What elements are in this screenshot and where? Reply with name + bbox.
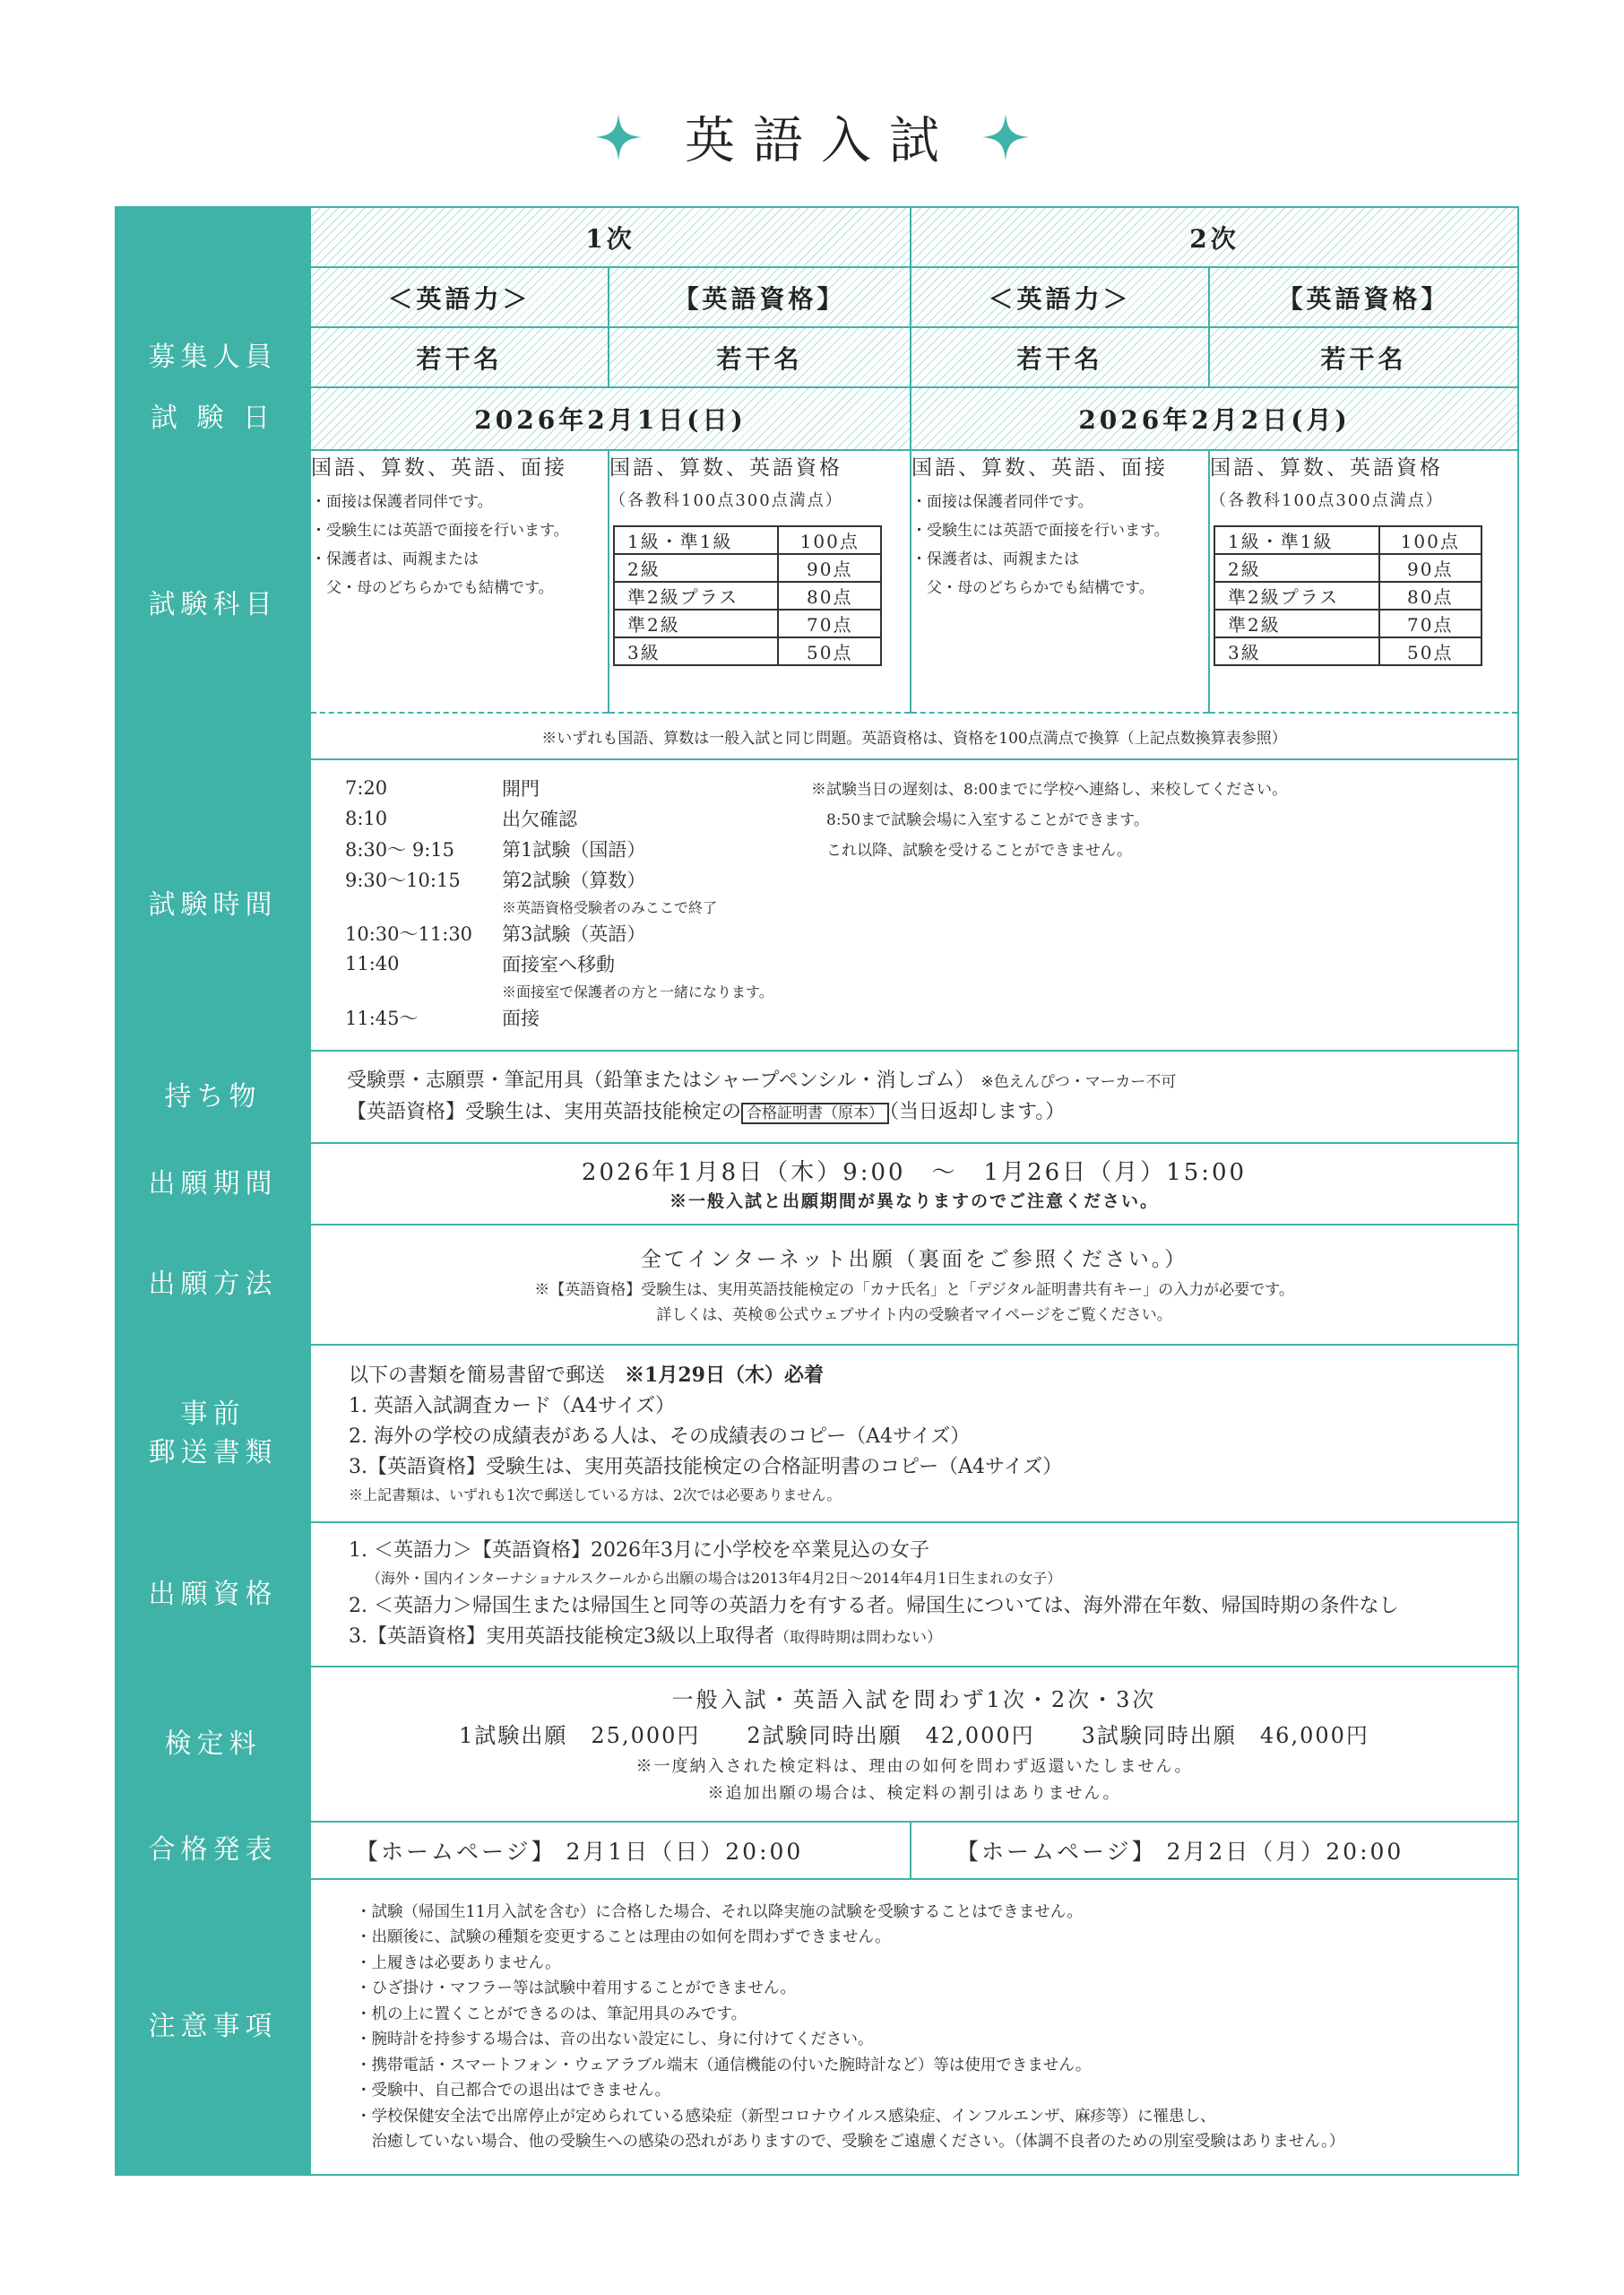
- schedule-time: 8:30～ 9:15: [345, 839, 454, 861]
- points-cell: 80点: [1379, 582, 1482, 610]
- period-note: ※一般入試と出願期間が異なりますのでご注意ください。: [669, 1191, 1160, 1211]
- sparkle-icon: [595, 114, 642, 160]
- belongings-line: [347, 1066, 1481, 1097]
- subject-note: 父・母のどちらかでも結構です。: [911, 579, 1154, 597]
- caution-item: 治癒していない場合、他の受験生への感染の恐れがありますので、受験をご遠慮ください。（体調不良者のための別室受験はありません。）: [356, 2133, 1345, 2151]
- subjects-english-r1: [310, 450, 609, 713]
- qualification-item: 3.【英語資格】実用英語技能検定3級以上取得者: [349, 1625, 774, 1648]
- schedule-row: [345, 918, 811, 948]
- schedule-row: [345, 948, 811, 979]
- method-label: 出願方法: [116, 1225, 310, 1345]
- score-row: [614, 554, 881, 582]
- belongings-note: ※色えんぴつ・マーカー不可: [980, 1072, 1177, 1091]
- schedule-note: ※英語資格受験者のみここで終了: [502, 898, 718, 916]
- subject-note: ・受験生には英語で面接を行います。: [911, 522, 1170, 540]
- belongings-cert-text: 【英語資格】受験生は、実用英語技能検定の: [347, 1100, 742, 1123]
- score-row: [614, 526, 881, 554]
- grade-cell: 1級・準1級: [614, 526, 778, 554]
- grade-cell: 準2級: [614, 610, 778, 637]
- documents-label-line: 郵送書類: [148, 1437, 278, 1468]
- method-cell: [310, 1225, 1518, 1345]
- period-label: 出願期間: [116, 1143, 310, 1225]
- schedule-time: 10:30～11:30: [345, 923, 473, 945]
- grade-cell: 2級: [614, 554, 778, 582]
- points-cell: 80点: [778, 582, 881, 610]
- subjects-cert-r2: [1209, 450, 1518, 713]
- grade-cell: 準2級プラス: [614, 582, 778, 610]
- qualification-item: 1. ＜英語力＞【英語資格】2026年3月に小学校を卒業見込の女子: [349, 1539, 929, 1562]
- subjects-head: 国語、算数、英語資格: [1210, 456, 1444, 480]
- category-english-r1: ＜英語力＞: [310, 267, 609, 327]
- documents-intro-line: [349, 1360, 1481, 1391]
- side-note: ※試験当日の遅刻は、8:00までに学校へ連絡し、来校してください。: [811, 781, 1288, 799]
- subjects-sub: （各教科100点300点満点）: [609, 491, 843, 510]
- points-cell: 50点: [1379, 637, 1482, 665]
- category-cert-r1: 【英語資格】: [609, 267, 911, 327]
- belongings-return-text: （当日返却します。）: [889, 1100, 1066, 1123]
- schedule-event: 第3試験（英語）: [502, 923, 646, 945]
- points-cell: 70点: [778, 610, 881, 637]
- subjects-footnote: ※いずれも国語、算数は一般入試と同じ問題。英語資格は、資格を100点満点で換算（上記点数換算表参照）: [310, 713, 1518, 759]
- caution-item: ・上履きは必要ありません。: [356, 1953, 561, 1972]
- subject-note: ・面接は保護者同伴です。: [911, 493, 1093, 511]
- grade-cell: 準2級: [1214, 610, 1378, 637]
- grade-cell: 準2級プラス: [1214, 582, 1378, 610]
- period-main: 2026年1月8日（木）9:00 ～ 1月26日（月）15:00: [581, 1158, 1248, 1186]
- score-row: [1214, 610, 1481, 637]
- points-cell: 90点: [1379, 554, 1482, 582]
- caution-item: ・携帯電話・スマートフォン・ウェアラブル端末（通信機能の付いた腕時計など）等は使用できません。: [356, 2056, 1092, 2074]
- recruit-value: 若干名: [609, 327, 911, 387]
- period-cell: [310, 1143, 1518, 1225]
- schedule-row: [345, 803, 811, 834]
- documents-label: [116, 1345, 310, 1522]
- grade-cell: 1級・準1級: [1214, 526, 1378, 554]
- category-english-r2: ＜英語力＞: [911, 267, 1209, 327]
- schedule-event: 開門: [502, 778, 540, 800]
- qualification-cell: [310, 1522, 1518, 1667]
- caution-item: ・学校保健安全法で出席停止が定められている感染症（新型コロナウイルス感染症、インフルエンザ、麻疹等）に罹患し、: [356, 2107, 1216, 2126]
- caution-item: ・ひざ掛け・マフラー等は試験中着用することができません。: [356, 1979, 797, 1997]
- qualification-item: 2. ＜英語力＞帰国生または帰国生と同等の英語力を有する者。帰国生については、海外滞在年数、帰国時期の条件なし: [349, 1595, 1399, 1617]
- side-note: 8:50まで試験会場に入室することができます。: [811, 811, 1149, 829]
- caution-item: ・試験（帰国生11月入試を含む）に合格した場合、それ以降実施の試験を受験することはできません。: [356, 1902, 1083, 1921]
- schedule-note-row: [345, 979, 811, 1002]
- schedule-time: 8:10: [345, 808, 388, 829]
- score-row: [1214, 554, 1481, 582]
- recruit-value: 若干名: [310, 327, 609, 387]
- announce-label: 合格発表: [116, 1822, 310, 1879]
- score-row: [614, 610, 881, 637]
- schedule-time: 9:30～10:15: [345, 870, 461, 891]
- cautions-cell: [310, 1879, 1518, 2175]
- points-cell: 90点: [778, 554, 881, 582]
- belongings-line: [347, 1097, 1481, 1129]
- caution-item: ・机の上に置くことができるのは、筆記用具のみです。: [356, 2005, 747, 2023]
- schedule-list: [345, 773, 811, 1033]
- subject-note: ・受験生には英語で面接を行います。: [311, 522, 569, 540]
- score-row: [1214, 637, 1481, 665]
- score-row: [614, 637, 881, 665]
- qualification-label: 出願資格: [116, 1522, 310, 1667]
- points-cell: 50点: [778, 637, 881, 665]
- round2-header: 2次: [911, 207, 1518, 267]
- exam-date-round1: 2026年2月1日(日): [310, 387, 911, 450]
- qualification-note: （海外・国内インターナショナルスクールから出願の場合は2013年4月2日～2014年4月1日生まれの女子）: [367, 1570, 1062, 1587]
- subjects-head: 国語、算数、英語、面接: [311, 456, 567, 480]
- subject-note: ・保護者は、両親または: [311, 550, 479, 568]
- exam-info-table: [115, 206, 1519, 2176]
- belongings-items: 受験票・志願票・筆記用具（鉛筆またはシャープペンシル・消しゴム）: [347, 1069, 975, 1092]
- method-note: 詳しくは、英検®公式ウェブサイト内の受験者マイページをご覧ください。: [656, 1306, 1172, 1324]
- schedule-event: 第2試験（算数）: [502, 870, 646, 891]
- side-note: これ以降、試験を受けることができません。: [811, 842, 1133, 860]
- subjects-english-r2: [911, 450, 1209, 713]
- documents-deadline: ※1月29日（木）必着: [625, 1363, 824, 1387]
- page-title-area: [0, 97, 1624, 178]
- score-row: [1214, 526, 1481, 554]
- round1-header: 1次: [310, 207, 911, 267]
- subjects-head: 国語、算数、英語資格: [609, 456, 842, 480]
- schedule-row: [345, 773, 811, 803]
- schedule-note: ※面接室で保護者の方と一緒になります。: [502, 983, 773, 1000]
- fee-label: 検定料: [116, 1667, 310, 1822]
- belongings-label: 持ち物: [116, 1051, 310, 1143]
- subject-note: ・面接は保護者同伴です。: [311, 493, 493, 511]
- belongings-cell: [310, 1051, 1518, 1143]
- fee-scope: 一般入試・英語入試を問わず1次・2次・3次: [671, 1686, 1157, 1712]
- schedule-time: 11:45～: [345, 1008, 419, 1029]
- page-title: 英語入試: [685, 112, 957, 170]
- score-conversion-table: [613, 525, 882, 666]
- subjects-sub: （各教科100点300点満点）: [1210, 491, 1444, 510]
- recruit-label: 募集人員: [116, 327, 310, 387]
- category-cert-r2: 【英語資格】: [1209, 267, 1518, 327]
- schedule-side-notes: [811, 773, 1287, 1033]
- document-item: 2. 海外の学校の成績表がある人は、その成績表のコピー（A4サイズ）: [349, 1425, 971, 1448]
- grade-cell: 3級: [1214, 637, 1378, 665]
- schedule-row: [345, 1002, 811, 1033]
- subject-note: 父・母のどちらかでも結構です。: [311, 579, 554, 597]
- schedule-time: 11:40: [345, 953, 400, 974]
- schedule-row: [345, 834, 811, 864]
- points-cell: 100点: [778, 526, 881, 554]
- announce-round2: 【ホームページ】 2月2日（月）20:00: [911, 1822, 1518, 1879]
- certificate-box: 合格証明書（原本）: [741, 1103, 889, 1124]
- document-item: 3.【英語資格】受験生は、実用英語技能検定の合格証明書のコピー（A4サイズ）: [349, 1455, 1063, 1478]
- schedule-row: [345, 864, 811, 895]
- method-note: ※【英語資格】受験生は、実用英語技能検定の「カナ氏名」と「デジタル証明書共有キー」の入力が必要です。: [534, 1281, 1294, 1299]
- subject-note: ・保護者は、両親または: [911, 550, 1080, 568]
- score-row: [614, 582, 881, 610]
- documents-note: ※上記書類は、いずれも1次で郵送している方は、2次では必要ありません。: [349, 1485, 842, 1503]
- exam-date-round2: 2026年2月2日(月): [911, 387, 1518, 450]
- subjects-label: 試験科目: [116, 450, 310, 759]
- qualification-note: （取得時期は問わない）: [774, 1629, 942, 1647]
- grade-cell: 2級: [1214, 554, 1378, 582]
- caution-item: ・出願後に、試験の種類を変更することは理由の如何を問わずできません。: [356, 1928, 891, 1946]
- score-conversion-table: [1214, 525, 1482, 666]
- sparkle-icon: [982, 114, 1029, 160]
- schedule-note-row: [345, 895, 811, 918]
- schedule-time: 7:20: [345, 777, 388, 799]
- fee-amounts: 1試験出願 25,000円 2試験同時出願 42,000円 3試験同時出願 46,000円: [459, 1722, 1369, 1748]
- recruit-value: 若干名: [1209, 327, 1518, 387]
- grade-cell: 3級: [614, 637, 778, 665]
- announce-round1: 【ホームページ】 2月1日（日）20:00: [310, 1822, 911, 1879]
- subjects-head: 国語、算数、英語、面接: [911, 456, 1169, 480]
- document-item: 1. 英語入試調査カード（A4サイズ）: [349, 1394, 676, 1417]
- recruit-value: 若干名: [911, 327, 1209, 387]
- caution-item: ・腕時計を持参する場合は、音の出ない設定にし、身に付けてください。: [356, 2031, 874, 2048]
- schedule-event: 第1試験（国語）: [502, 839, 646, 861]
- schedule-event: 面接: [502, 1008, 540, 1029]
- points-cell: 70点: [1379, 610, 1482, 637]
- documents-label-line: 事前: [180, 1398, 246, 1430]
- schedule-label: 試験時間: [116, 759, 310, 1051]
- schedule-cell: [310, 759, 1518, 1051]
- header-corner: [116, 207, 310, 327]
- documents-cell: [310, 1345, 1518, 1522]
- documents-intro: 以下の書類を簡易書留で郵送: [349, 1364, 606, 1387]
- method-main: 全てインターネット出願（裏面をご参照ください。）: [640, 1248, 1188, 1271]
- fee-note: ※一度納入された検定料は、理由の如何を問わず返還いたしません。: [635, 1756, 1193, 1776]
- qualification-item-line: [349, 1622, 1481, 1653]
- cautions-label: 注意事項: [116, 1879, 310, 2175]
- subjects-cert-r1: [609, 450, 911, 713]
- exam-date-label: 試 験 日: [116, 387, 310, 450]
- schedule-event: 面接室へ移動: [502, 954, 615, 975]
- points-cell: 100点: [1379, 526, 1482, 554]
- fee-cell: [310, 1667, 1518, 1822]
- caution-item: ・受験中、自己都合での退出はできません。: [356, 2082, 671, 2100]
- fee-note: ※追加出願の場合は、検定料の割引はありません。: [707, 1783, 1121, 1803]
- schedule-event: 出欠確認: [502, 809, 577, 830]
- score-row: [1214, 582, 1481, 610]
